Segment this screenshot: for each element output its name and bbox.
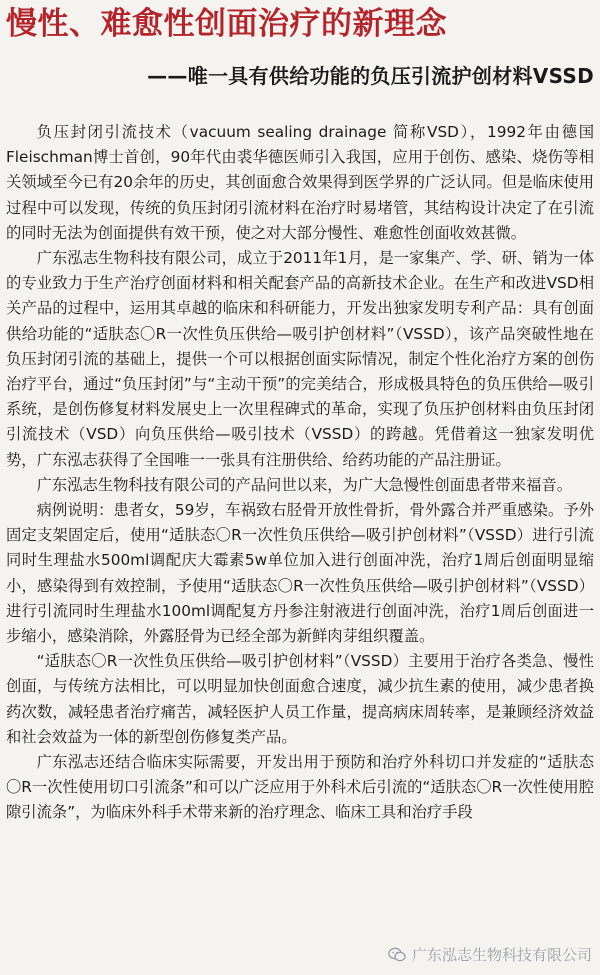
paragraph: 广东泓志生物科技有限公司，成立于2011年1月，是一家集产、学、研、销为一体的专业致力于生产治疗创面材料和相关配套产品的高新技术企业。在生产和改进VSD相关产品的过程中，运用其卓越的临床和科研能力，开发出独家发明专利产品：具有创面供给功能的“适肤态〇R一次性负压供给—吸引护创材料”（VSSD），该产品突破性地在负压封闭引流的基础上，提供一个可以根据创面实际情况，制定个性化治疗方案的创伤治疗平台，通过“负压封闭”与“主动干预”的完美结合，形成极具特色的负压供给—吸引系统，是创伤修复材料发展史上一次里程碑式的革命，实现了负压护创材料由负压封闭引流技术（VSD）向负压供给—吸引技术（VSSD）的跨越。凭借着这一独家发明优势，广东泓志获得了全国唯一一张具有注册供给、给药功能的产品注册证。	[6, 249, 594, 469]
article-title: 慢性、难愈性创面治疗的新理念	[6, 6, 447, 42]
paragraph: 病例说明：患者女，59岁，车祸致右胫骨开放性骨折，骨外露合并严重感染。予外固定支架固定后，使用“适肤态〇R一次性负压供给—吸引护创材料”（VSSD）进行引流同时生理盐水500ml调配庆大霉素5w单位加入进行创面冲洗，治疗1周后创面明显缩小，感染得到有效控制，予使用“适肤态〇R一次性负压供给—吸引护创材料”（VSSD）进行引流同时生理盐水100ml调配复方丹参注射液进行创面冲洗，治疗1周后创面进一步缩小，感染消除，外露胫骨为已经全部为新鲜肉芽组织覆盖。	[6, 501, 594, 646]
paragraph: 广东泓志还结合临床实际需要，开发出用于预防和治疗外科切口并发症的“适肤态〇R一次性使用切口引流条”和可以广泛应用于外科术后引流的“适肤态〇R一次性使用腔隙引流条”，为临床外科手术带来新的治疗理念、临床工具和治疗手段	[6, 753, 594, 822]
wechat-icon	[388, 947, 406, 963]
article-subtitle: ——唯一具有供给功能的负压引流护创材料VSSD	[147, 64, 594, 88]
article-body	[6, 120, 594, 826]
watermark-text: 广东泓志生物科技有限公司	[411, 946, 592, 964]
watermark	[388, 944, 592, 965]
paragraph: 负压封闭引流技术（vacuum sealing drainage 简称VSD），1992年由德国Fleischman博士首创，90年代由裘华德医师引入我国，应用于创伤、感染、烧伤等相关领域至今已有20余年的历史，其创面愈合效果得到医学界的广泛认同。但是临床使用过程中可以发现，传统的负压封闭引流材料在治疗时易堵管，其结构设计决定了在引流的同时无法为创面提供有效干预，使之对大部分慢性、难愈性创面收效甚微。	[6, 123, 594, 242]
paragraph: “适肤态〇R一次性负压供给—吸引护创材料”（VSSD）主要用于治疗各类急、慢性创面，与传统方法相比，可以明显加快创面愈合速度，减少抗生素的使用，减少患者换药次数，减轻患者治疗痛苦，减轻医护人员工作量，提高病床周转率，是兼顾经济效益和社会效益为一体的新型创伤修复类产品。	[6, 652, 594, 746]
paragraph: 广东泓志生物科技有限公司的产品问世以来，为广大急慢性创面患者带来福音。	[36, 475, 572, 494]
